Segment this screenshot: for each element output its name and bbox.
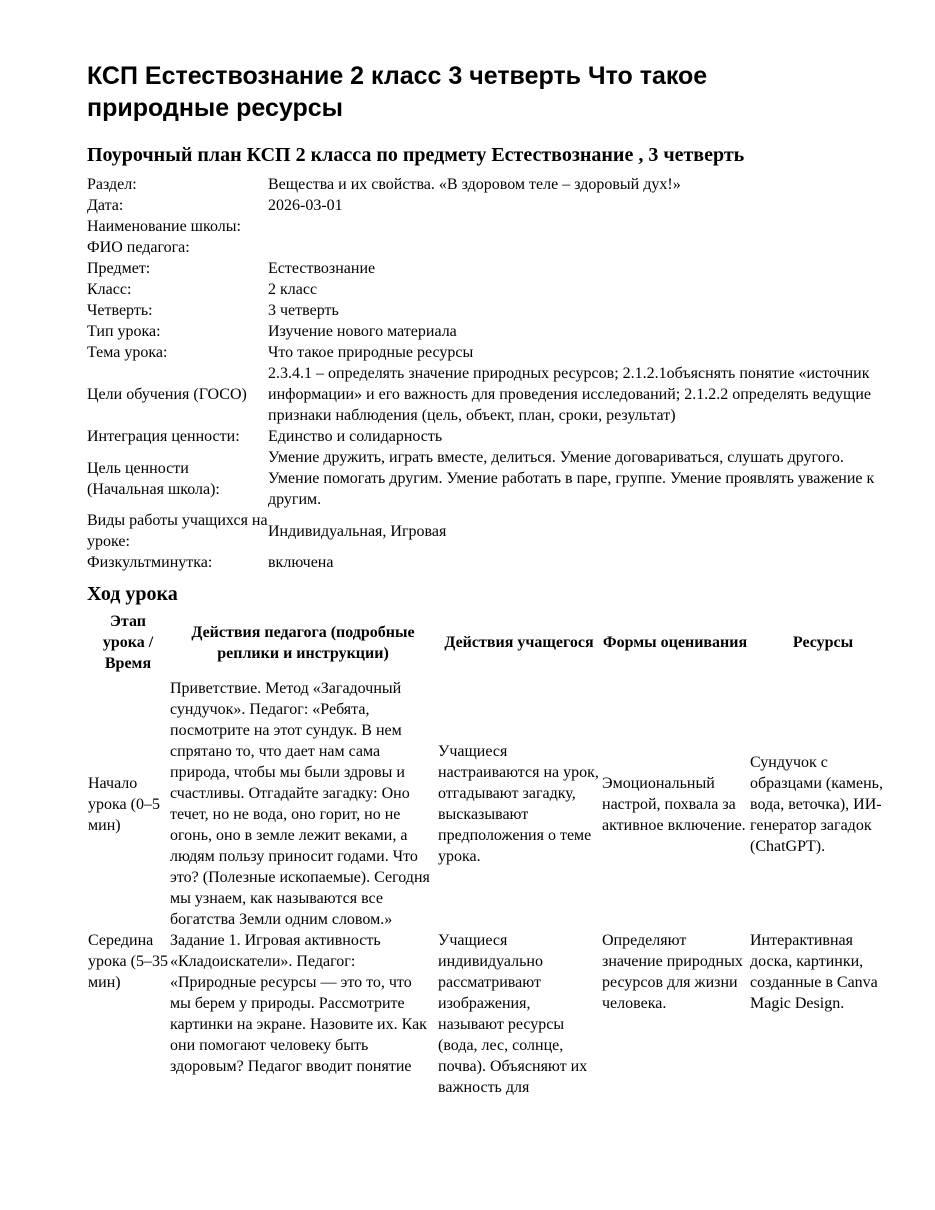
info-label: Физкультминутка: (87, 554, 213, 571)
info-value: Умение дружить, играть вместе, делиться. Умение договариваться, слушать другого. Умение помогать другим. Умение работать в паре, группе. Умение проявлять уважение к другим. (268, 449, 875, 508)
info-row-topic (87, 342, 893, 363)
info-value: 2 класс (268, 281, 318, 298)
info-label: Тип урока: (87, 323, 161, 340)
info-value: 2.3.4.1 – определять значение природных ресурсов; 2.1.2.1объяснять понятие «источник информации» и его важность для проведения исследований; 2.1.2.2 определять ведущие признаки наблюдения (цель, объект, план, сроки, результат) (268, 365, 872, 424)
info-label: Класс: (87, 281, 132, 298)
info-row-school (87, 216, 893, 237)
resources-cell: Сундучок с образцами (камень, вода, веточка), ИИ-генератор загадок (ChatGPT). (750, 753, 883, 855)
info-value: Естествознание (268, 260, 376, 277)
column-header-resources: Ресурсы (792, 634, 854, 651)
table-row (87, 678, 897, 930)
column-header-student-actions: Действия учащегося (444, 634, 594, 651)
resources-cell: Интерактивная доска, картинки, созданные в Canva Magic Design. (750, 932, 878, 1012)
student-actions-cell: Учащиеся настраиваются на урок, отгадывают загадку, высказывают предположения о теме урока. (438, 743, 599, 865)
document-title: КСП Естествознание 2 класс 3 четверть Что такое природные ресурсы (87, 62, 708, 122)
info-row-value-integration (87, 426, 893, 447)
info-label: Предмет: (87, 260, 151, 277)
info-row-lesson-type (87, 321, 893, 342)
info-label: Интеграция ценности: (87, 428, 240, 445)
teacher-actions-cell: Задание 1. Игровая активность «Кладоискатели». Педагог: «Природные ресурсы — это то, что мы берем у природы. Рассмотрите картинки на экране. Назовите их. Как они помогают человеку быть здоровым? Педагог вводит понятие (170, 932, 427, 1075)
column-header-assessment: Формы оценивания (602, 634, 748, 651)
info-row-physical-break (87, 552, 893, 573)
stage-cell: Начало урока (0–5 мин) (88, 774, 160, 834)
document-page (87, 60, 897, 1098)
info-label: Цель ценности (Начальная школа): (87, 459, 220, 498)
lesson-progress-table (87, 611, 897, 1098)
info-label: Цели обучения (ГОСО) (87, 386, 247, 403)
info-row-quarter (87, 300, 893, 321)
info-row-value-goal (87, 447, 893, 510)
info-value: Индивидуальная, Игровая (268, 522, 447, 540)
info-row-work-types (87, 510, 893, 552)
info-value: Вещества и их свойства. «В здоровом теле – здоровый дух!» (268, 176, 681, 193)
info-label: Четверть: (87, 302, 153, 319)
info-value: Что такое природные ресурсы (268, 344, 474, 361)
info-row-teacher (87, 237, 893, 258)
info-value: Изучение нового материала (268, 323, 457, 340)
student-actions-cell: Учащиеся индивидуально рассматривают изображения, называют ресурсы (вода, лес, солнце, почва). Объясняют их важность для (438, 932, 588, 1096)
info-label: ФИО педагога: (87, 239, 190, 256)
info-value (268, 237, 893, 258)
table-header-row (87, 611, 897, 678)
info-value: 2026-03-01 (268, 197, 343, 214)
lesson-info-table (87, 174, 893, 573)
column-header-stage: Этап урока / Время (102, 613, 154, 672)
assessment-cell: Эмоциональный настрой, похвала за активное включение. (602, 774, 746, 834)
lesson-progress-heading: Ход урока (87, 583, 178, 605)
info-row-class (87, 279, 893, 300)
stage-cell: Середина урока (5–35 мин) (88, 932, 168, 991)
info-label: Дата: (87, 197, 124, 214)
info-row-learning-goals (87, 363, 893, 426)
assessment-cell: Определяют значение природных ресурсов для жизни человека. (602, 932, 743, 1012)
plan-subtitle: Поурочный план КСП 2 класса по предмету Естествознание , 3 четверть (87, 144, 745, 166)
info-label: Раздел: (87, 176, 137, 193)
info-row-date (87, 195, 893, 216)
info-label: Наименование школы: (87, 218, 241, 235)
info-row-section (87, 174, 893, 195)
info-label: Тема урока: (87, 344, 168, 361)
teacher-actions-cell: Приветствие. Метод «Загадочный сундучок». Педагог: «Ребята, посмотрите на этот сундук. В нем спрятано то, что дает нам сама природа, чтобы мы были здровы и счастливы. Отгадайте загадку: Оно течет, но не вода, оно горит, но не огонь, оно в земле лежит веками, а людям пользу приносит годами. Что это? (Полезные ископаемые). Сегодня мы узнаем, как называются все богатства Земли одним словом.» (170, 680, 430, 928)
info-label: Виды работы учащихся на уроке: (87, 512, 268, 550)
table-row (87, 930, 897, 1098)
info-row-subject (87, 258, 893, 279)
info-value: Единство и солидарность (268, 428, 443, 445)
info-value (268, 216, 893, 237)
info-value: включена (268, 554, 334, 571)
info-value: 3 четверть (268, 302, 339, 319)
column-header-teacher-actions: Действия педагога (подробные реплики и инструкции) (191, 623, 415, 662)
